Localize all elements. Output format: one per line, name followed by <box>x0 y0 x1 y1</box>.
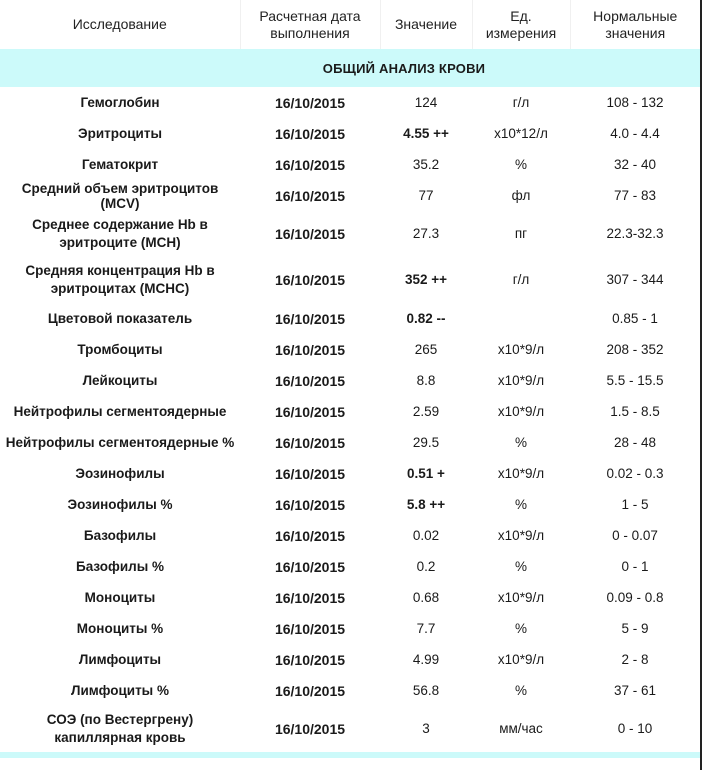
header-unit: Ед. измерения <box>472 0 570 49</box>
table-row <box>0 149 700 180</box>
test-value: 77 <box>418 188 434 203</box>
test-value: 124 <box>414 95 438 110</box>
normal-range: 4.0 - 4.4 <box>610 126 660 141</box>
test-value: 35.2 <box>412 157 440 172</box>
normal-range: 208 - 352 <box>606 342 664 357</box>
test-value-abnormal: 0.51 + <box>407 466 445 481</box>
next-section-strip-cell <box>0 752 700 758</box>
normal-range: 307 - 344 <box>606 272 664 287</box>
test-date: 16/10/2015 <box>274 310 346 327</box>
test-unit: x10*9/л <box>497 590 545 605</box>
test-unit: пг <box>514 226 528 241</box>
section-header-row <box>0 49 700 87</box>
test-name: Моноциты % <box>76 621 164 636</box>
normal-range: 37 - 61 <box>613 683 657 698</box>
test-value: 8.8 <box>416 373 436 388</box>
table-row <box>0 257 700 303</box>
test-value: 0.2 <box>416 559 436 574</box>
test-value: 265 <box>414 342 438 357</box>
test-date: 16/10/2015 <box>274 589 346 606</box>
test-name: Лимфоциты <box>78 652 162 667</box>
normal-range: 32 - 40 <box>613 157 657 172</box>
test-name: Эритроциты <box>78 126 162 141</box>
test-value: 3 <box>422 721 430 736</box>
test-unit: фл <box>511 188 531 203</box>
normal-range: 0.02 - 0.3 <box>606 466 664 481</box>
test-name: Базофилы <box>83 528 157 543</box>
table-row <box>0 706 700 752</box>
test-date: 16/10/2015 <box>274 558 346 575</box>
test-value: 0.02 <box>412 528 440 543</box>
test-name: Цветовой показатель <box>47 311 193 326</box>
test-unit: % <box>514 683 527 698</box>
header-date: Расчетная дата выполнения <box>240 0 380 49</box>
normal-range: 108 - 132 <box>606 95 664 110</box>
test-unit: % <box>514 497 527 512</box>
table-row <box>0 551 700 582</box>
test-unit: x10*12/л <box>494 126 548 141</box>
table-row <box>0 520 700 551</box>
test-unit: x10*9/л <box>497 652 545 667</box>
test-name: Среднее содержание Hb в эритроците (MCH) <box>32 217 208 250</box>
test-unit: % <box>514 157 527 172</box>
table-row <box>0 489 700 520</box>
normal-range: 28 - 48 <box>613 435 657 450</box>
normal-range: 0.85 - 1 <box>612 311 658 326</box>
test-date: 16/10/2015 <box>274 226 346 242</box>
test-unit: мм/час <box>499 721 543 736</box>
test-unit: % <box>514 435 527 450</box>
test-date: 16/10/2015 <box>274 403 346 420</box>
test-unit: x10*9/л <box>497 404 545 419</box>
header-value: Значение <box>380 0 472 49</box>
test-name: Эозинофилы <box>75 466 165 481</box>
test-unit: x10*9/л <box>497 342 545 357</box>
test-unit: г/л <box>512 272 530 287</box>
test-date: 16/10/2015 <box>274 682 346 699</box>
test-value: 2.59 <box>412 404 440 419</box>
test-name: Тромбоциты <box>77 342 163 357</box>
test-value-abnormal: 5.8 ++ <box>406 497 446 512</box>
test-name: СОЭ (по Вестергрену) капиллярная кровь <box>46 712 194 745</box>
test-date: 16/10/2015 <box>274 372 346 389</box>
table-row <box>0 396 700 427</box>
table-row <box>0 87 700 118</box>
test-date: 16/10/2015 <box>274 341 346 358</box>
test-value: 27.3 <box>412 226 440 241</box>
test-value: 56.8 <box>412 683 440 698</box>
test-value-abnormal: 4.55 ++ <box>403 126 449 141</box>
test-name: Эозинофилы % <box>67 497 173 512</box>
normal-range: 1.5 - 8.5 <box>610 404 660 419</box>
table-row <box>0 644 700 675</box>
normal-range: 22.3-32.3 <box>606 226 664 241</box>
test-name: Средняя концентрация Hb в эритроцитах (MCHC) <box>25 263 215 296</box>
table-row <box>0 613 700 644</box>
table-row <box>0 118 700 149</box>
normal-range: 0 - 0.07 <box>612 528 658 543</box>
test-date: 16/10/2015 <box>274 125 346 142</box>
table-row <box>0 211 700 257</box>
table-row <box>0 427 700 458</box>
test-name: Гемоглобин <box>80 95 160 110</box>
test-name: Базофилы % <box>76 559 164 574</box>
normal-range: 5 - 9 <box>621 621 649 636</box>
table-row <box>0 365 700 396</box>
normal-range: 0 - 10 <box>617 721 653 736</box>
test-name: Нейтрофилы сегментоядерные <box>13 404 227 419</box>
test-date: 16/10/2015 <box>274 94 346 111</box>
test-unit: г/л <box>512 95 530 110</box>
test-unit: x10*9/л <box>497 466 545 481</box>
test-name: Моноциты <box>84 590 156 605</box>
normal-range: 2 - 8 <box>621 652 649 667</box>
table-row <box>0 334 700 365</box>
test-date: 16/10/2015 <box>274 721 346 737</box>
table-row <box>0 582 700 613</box>
normal-range: 1 - 5 <box>621 497 649 512</box>
test-unit: % <box>514 559 527 574</box>
normal-range: 5.5 - 15.5 <box>606 373 664 388</box>
normal-range: 77 - 83 <box>613 188 657 203</box>
next-section-strip <box>0 752 700 758</box>
header-test-name: Исследование <box>0 0 240 49</box>
table-row <box>0 675 700 706</box>
test-date: 16/10/2015 <box>274 434 346 451</box>
header-normal-range: Нормальные значения <box>593 7 678 41</box>
test-name: Гематокрит <box>81 157 159 172</box>
table-row <box>0 303 700 334</box>
table-header-row <box>0 0 700 49</box>
test-unit: x10*9/л <box>497 373 545 388</box>
test-date: 16/10/2015 <box>274 272 346 288</box>
test-value: 0.68 <box>412 590 440 605</box>
test-value-abnormal: 0.82 -- <box>406 311 446 326</box>
test-value: 4.99 <box>412 652 440 667</box>
test-date: 16/10/2015 <box>274 496 346 513</box>
test-name: Лимфоциты % <box>71 683 169 698</box>
test-unit: % <box>514 621 527 636</box>
table-row <box>0 180 700 211</box>
normal-range: 0.09 - 0.8 <box>606 590 664 605</box>
test-value: 7.7 <box>416 621 436 636</box>
table-row <box>0 458 700 489</box>
test-date: 16/10/2015 <box>274 156 346 173</box>
test-date: 16/10/2015 <box>274 187 346 204</box>
test-value-abnormal: 352 ++ <box>404 272 448 287</box>
test-date: 16/10/2015 <box>274 527 346 544</box>
test-unit: x10*9/л <box>497 528 545 543</box>
test-name: Лейкоциты <box>82 373 158 388</box>
test-date: 16/10/2015 <box>274 651 346 668</box>
test-date: 16/10/2015 <box>274 465 346 482</box>
test-value: 29.5 <box>412 435 440 450</box>
section-title: ОБЩИЙ АНАЛИЗ КРОВИ <box>0 49 700 87</box>
test-name: Нейтрофилы сегментоядерные % <box>5 435 235 450</box>
test-unit <box>472 303 570 334</box>
normal-range: 0 - 1 <box>621 559 649 574</box>
test-date: 16/10/2015 <box>274 620 346 637</box>
test-name: Средний объем эритроцитов (MCV) <box>21 180 219 211</box>
